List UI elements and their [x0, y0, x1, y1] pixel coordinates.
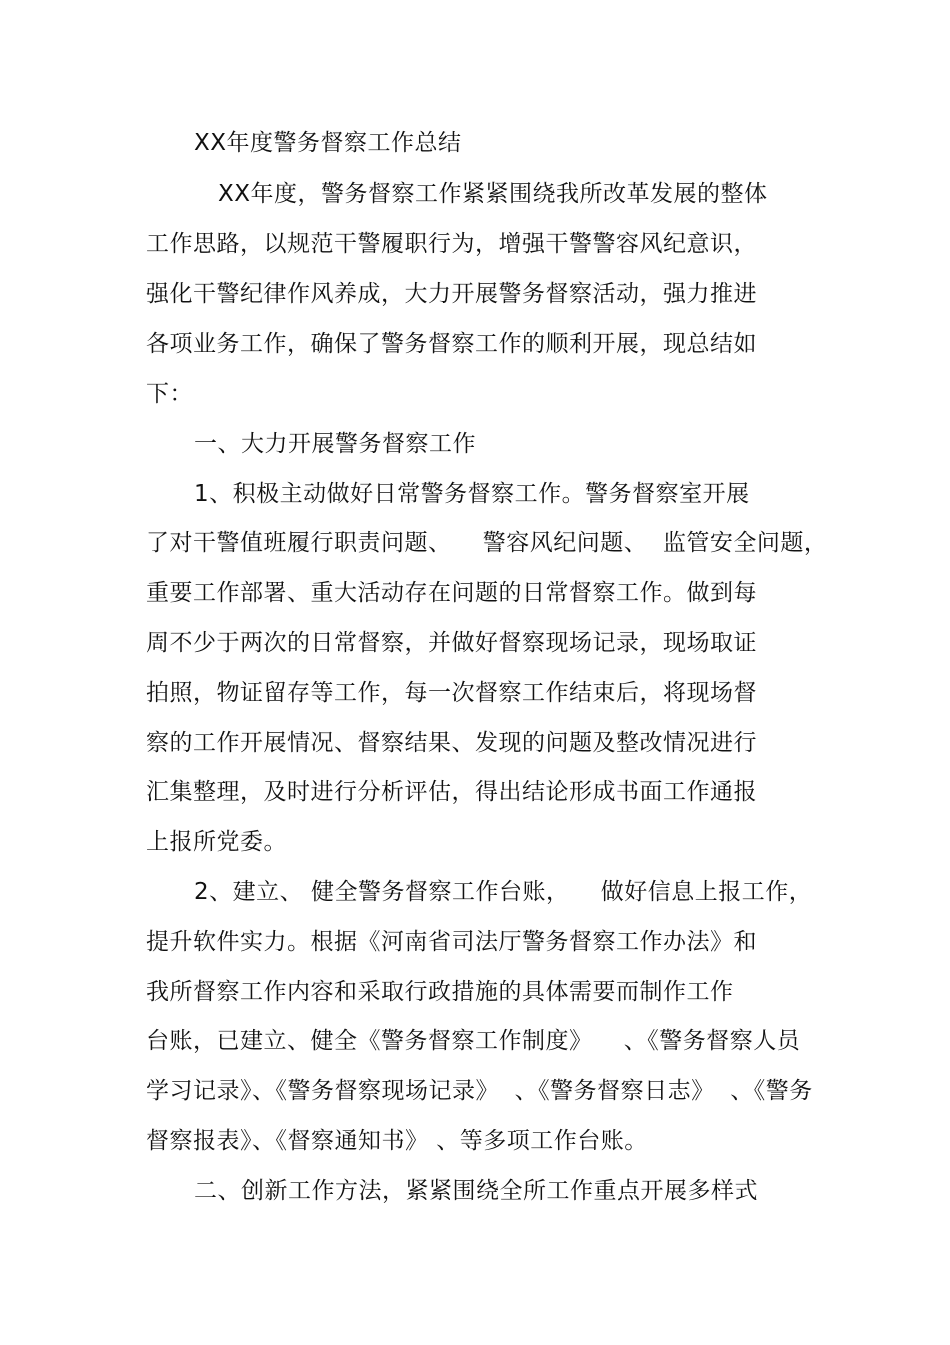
item-2-line-5: 学习记录》、《警务督察现场记录》 、《警务督察日志》 、《警务	[146, 1078, 813, 1104]
item-2-line-3: 我所督察工作内容和采取行政措施的具体需要而制作工作	[146, 979, 734, 1005]
document-title: XX年度警务督察工作总结	[194, 130, 462, 156]
section-2-heading: 二、创新工作方法，紧紧围绕全所工作重点开展多样式	[194, 1178, 758, 1204]
item-1-line-3: 重要工作部署、重大活动存在问题的日常督察工作。做到每	[146, 580, 757, 606]
item-1-line-2: 了对干警值班履行职责问题、 警容风纪问题、 监管安全问题，	[146, 530, 828, 556]
item-2-line-2: 提升软件实力。根据《河南省司法厅警务督察工作办法》和	[146, 929, 757, 955]
item-1-line-5: 拍照，物证留存等工作，每一次督察工作结束后，将现场督	[146, 680, 757, 706]
section-1-heading: 一、大力开展警务督察工作	[194, 431, 476, 457]
item-2-line-4: 台账，已建立、健全《警务督察工作制度》 、《警务督察人员	[146, 1028, 801, 1054]
intro-line-1: XX年度，警务督察工作紧紧围绕我所改革发展的整体	[218, 181, 768, 207]
item-2-line-6: 督察报表》、《督察通知书》 、等多项工作台账。	[146, 1128, 648, 1154]
item-1-line-1: 1、积极主动做好日常警务督察工作。警务督察室开展	[194, 481, 750, 507]
item-1-line-4: 周不少于两次的日常督察，并做好督察现场记录，现场取证	[146, 630, 757, 656]
intro-line-2: 工作思路，以规范干警履职行为，增强干警警容风纪意识，	[146, 231, 757, 257]
item-1-line-6: 察的工作开展情况、督察结果、发现的问题及整改情况进行	[146, 730, 757, 756]
item-2-line-1: 2、建立、 健全警务督察工作台账， 做好信息上报工作，	[194, 879, 813, 905]
item-1-line-8: 上报所党委。	[146, 829, 287, 855]
item-1-line-7: 汇集整理，及时进行分析评估，得出结论形成书面工作通报	[146, 779, 757, 805]
intro-line-4: 各项业务工作，确保了警务督察工作的顺利开展，现总结如	[146, 331, 757, 357]
intro-line-3: 强化干警纪律作风养成，大力开展警务督察活动，强力推进	[146, 281, 757, 307]
intro-line-5: 下：	[146, 381, 193, 407]
